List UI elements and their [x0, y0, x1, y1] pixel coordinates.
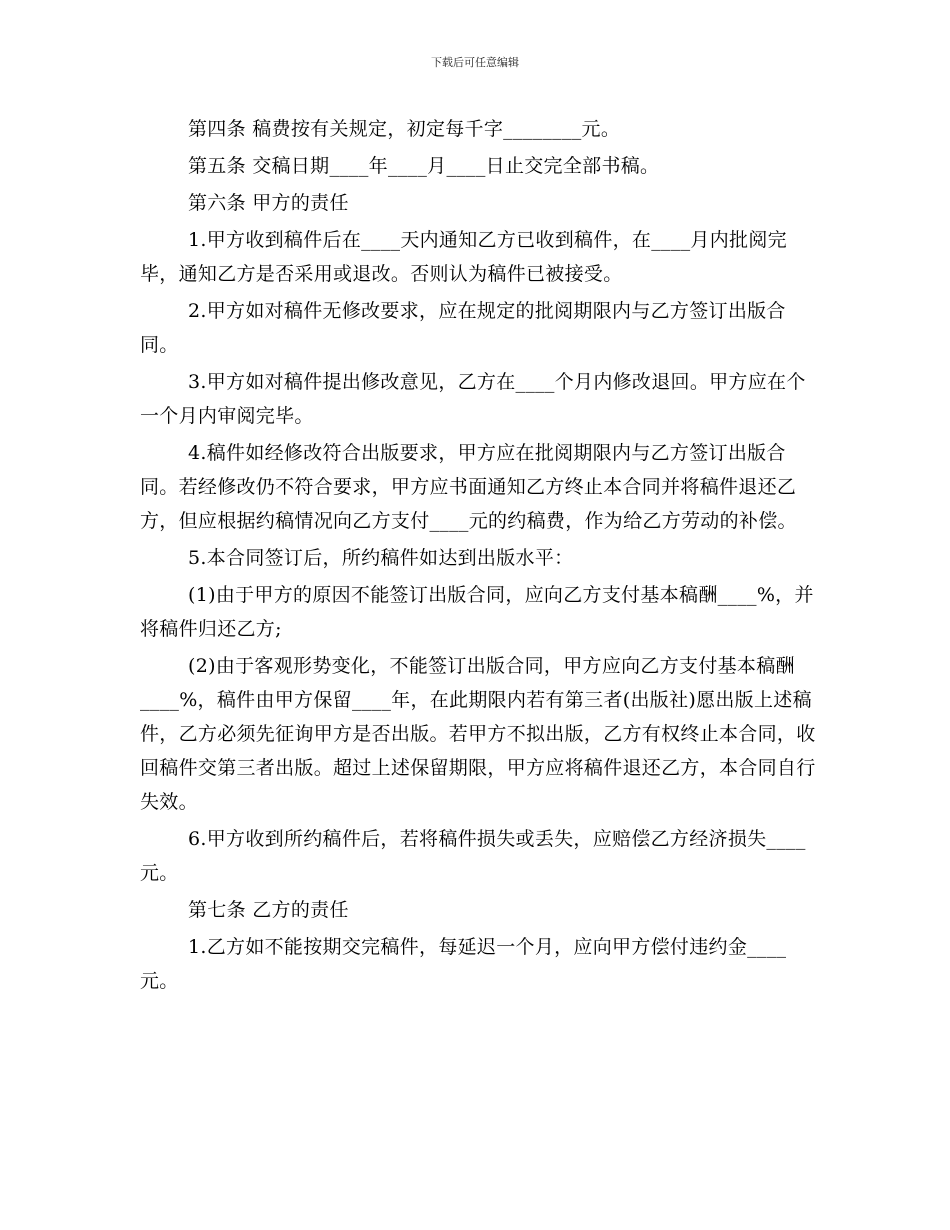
article-7-heading: 第七条 乙方的责任 — [188, 899, 349, 921]
document-body — [140, 112, 820, 998]
article-6-item-1: 1.甲方收到稿件后在____天内通知乙方已收到稿件，在____月内批阅完毕，通知乙方是否采用或退改。否则认为稿件已被接受。 — [140, 229, 787, 285]
article-5: 第五条 交稿日期____年____月____日止交完全部书稿。 — [188, 155, 660, 177]
article-6-item-4: 4.稿件如经修改符合出版要求，甲方应在批阅期限内与乙方签订出版合同。若经修改仍不符合要求，甲方应书面通知乙方终止本合同并将稿件退还乙方，但应根据约稿情况向乙方支付____元的约稿费，作为给乙方劳动的补偿。 — [140, 442, 797, 532]
article-6-item-5: 5.本合同签订后，所约稿件如达到出版水平： — [188, 547, 574, 569]
article-6-heading: 第六条 甲方的责任 — [188, 192, 349, 214]
article-6-item-5-sub-2: (2)由于客观形势变化，不能签订出版合同，甲方应向乙方支付基本稿酬____%，稿件由甲方保留____年，在此期限内若有第三者(出版社)愿出版上述稿件，乙方必须先征询甲方是否出版。若甲方不拟出版，乙方有权终止本合同，收回稿件交第三者出版。超过上述保留期限，甲方应将稿件退还乙方，本合同自行失效。 — [140, 655, 816, 813]
article-6-item-2: 2.甲方如对稿件无修改要求，应在规定的批阅期限内与乙方签订出版合同。 — [140, 300, 786, 356]
article-6-item-5-sub-1: (1)由于甲方的原因不能签订出版合同，应向乙方支付基本稿酬____%，并将稿件归还乙方; — [140, 584, 814, 640]
article-6-item-6: 6.甲方收到所约稿件后，若将稿件损失或丢失，应赔偿乙方经济损失____元。 — [140, 828, 806, 884]
article-7-item-1: 1.乙方如不能按期交完稿件，每延迟一个月，应向甲方偿付违约金____元。 — [140, 936, 787, 992]
article-6-item-3: 3.甲方如对稿件提出修改意见，乙方在____个月内修改退回。甲方应在个一个月内审阅完毕。 — [140, 371, 806, 427]
page-header: 下载后可任意编辑 — [431, 56, 519, 69]
article-4: 第四条 稿费按有关规定，初定每千字________元。 — [188, 118, 621, 140]
